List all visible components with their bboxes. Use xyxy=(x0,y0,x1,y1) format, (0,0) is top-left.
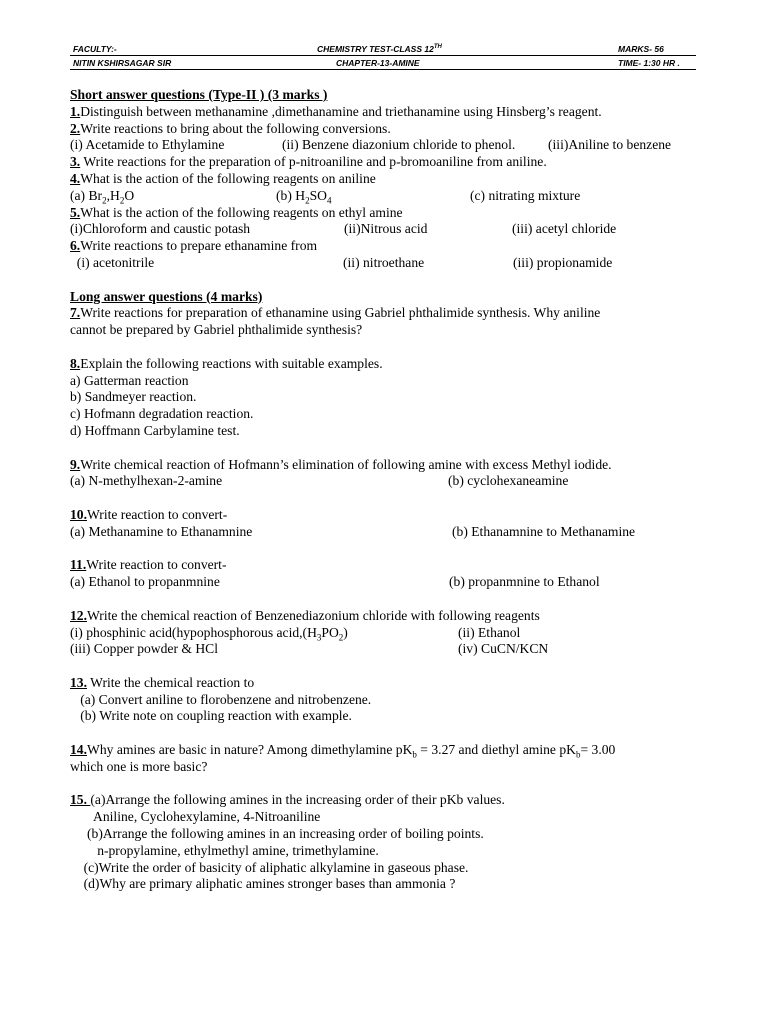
list-item: d) Hoffmann Carbylamine test. xyxy=(70,422,240,438)
option: (i) Acetamide to Ethylamine xyxy=(70,137,225,153)
test-title-text: CHEMISTRY TEST-CLASS 12 xyxy=(317,44,434,54)
option-text: O xyxy=(124,187,135,203)
question-15-a-list: Aniline, Cyclohexylamine, 4-Nitroaniline xyxy=(70,809,321,825)
question-6 xyxy=(70,238,710,255)
faculty-label: FACULTY:- xyxy=(73,44,117,54)
question-text: = 3.27 and diethyl amine pK xyxy=(416,742,576,758)
question-number: 3. xyxy=(70,154,81,170)
question-4 xyxy=(70,171,710,188)
question-text: = 3.00 xyxy=(580,742,616,758)
marks: MARKS- 56 xyxy=(618,44,664,54)
list-item: a) Gatterman reaction xyxy=(70,372,189,388)
question-6-options xyxy=(70,255,710,272)
chapter: CHAPTER-13-AMINE xyxy=(336,58,420,68)
question-paper xyxy=(70,87,710,893)
question-text: What is the action of the following reagents on aniline xyxy=(80,170,376,186)
question-text: Write reactions for the preparation of p-nitroaniline and p-bromoaniline from aniline. xyxy=(80,154,547,170)
option-text: SO xyxy=(309,187,327,203)
header-row-2 xyxy=(70,58,696,70)
question-10 xyxy=(70,507,710,524)
question-2-options xyxy=(70,137,710,154)
question-number: 5. xyxy=(70,204,81,220)
question-5-options xyxy=(70,221,710,238)
question-3 xyxy=(70,154,710,171)
section-title-short: Short answer questions (Type-II ) (3 marks ) xyxy=(70,87,328,102)
option-b: (b) Ethanamnine to Methanamine xyxy=(452,523,636,539)
question-9 xyxy=(70,457,710,474)
question-7 xyxy=(70,305,710,322)
subscript: 3 xyxy=(316,632,322,643)
question-11 xyxy=(70,557,710,574)
subscript: 2 xyxy=(305,195,310,206)
option-c: (c) nitrating mixture xyxy=(470,187,581,203)
question-14-line-2: which one is more basic? xyxy=(70,758,208,774)
question-number: 9. xyxy=(70,456,81,472)
question-text: Write reactions for preparation of ethanamine using Gabriel phthalimide synthesis. Why aniline xyxy=(80,305,601,321)
question-4-options xyxy=(70,188,710,205)
option-text: (b) H xyxy=(276,187,306,203)
question-13-a: (a) Convert aniline to florobenzene and nitrobenzene. xyxy=(70,691,372,707)
question-text: Explain the following reactions with suitable examples. xyxy=(80,355,383,371)
question-7-line-2: cannot be prepared by Gabriel phthalimide synthesis? xyxy=(70,322,363,338)
question-13-b: (b) Write note on coupling reaction with example. xyxy=(70,708,352,724)
option-a xyxy=(70,188,134,205)
time: TIME- 1:30 HR . xyxy=(618,58,680,68)
option-iii: (iii) Copper powder & HCl xyxy=(70,641,218,657)
option: (i) acetonitrile xyxy=(70,254,155,270)
question-11-options xyxy=(70,574,710,591)
option-text: ) xyxy=(343,624,348,640)
question-text: (a)Arrange the following amines in the increasing order of their pKb values. xyxy=(90,792,505,808)
option-a: (a) Ethanol to propanmnine xyxy=(70,574,220,590)
question-8 xyxy=(70,356,710,373)
option-i xyxy=(70,625,348,642)
question-13 xyxy=(70,675,710,692)
option: (iii) propionamide xyxy=(513,254,613,270)
test-title xyxy=(317,44,442,55)
header-row-1 xyxy=(70,44,696,56)
question-number: 6. xyxy=(70,238,81,254)
question-14 xyxy=(70,742,710,759)
question-15-b: (b)Arrange the following amines in an increasing order of boiling points. xyxy=(70,826,484,842)
question-number: 1. xyxy=(70,103,81,119)
subscript: 2 xyxy=(102,195,107,206)
question-number: 12. xyxy=(70,607,87,623)
question-text: Write chemical reaction of Hofmann’s elimination of following amine with excess Methyl iodide. xyxy=(80,456,612,472)
question-text: Why amines are basic in nature? Among dimethylamine pK xyxy=(87,742,413,758)
option-b xyxy=(276,188,331,205)
question-15 xyxy=(70,792,710,809)
option: (ii) Benzene diazonium chloride to phenol. xyxy=(282,137,516,153)
option-a: (a) N-methylhexan-2-amine xyxy=(70,473,223,489)
option: (i)Chloroform and caustic potash xyxy=(70,221,251,237)
question-number: 14. xyxy=(70,742,87,758)
list-item: c) Hofmann degradation reaction. xyxy=(70,406,254,422)
question-text: Write reaction to convert- xyxy=(87,506,228,522)
option-b: (b) cyclohexaneamine xyxy=(448,473,569,489)
option-ii: (ii) Ethanol xyxy=(458,624,521,640)
question-number: 4. xyxy=(70,170,81,186)
subscript: b xyxy=(412,749,417,760)
question-number: 2. xyxy=(70,120,81,136)
section-title-long: Long answer questions (4 marks) xyxy=(70,288,263,304)
option-iv: (iv) CuCN/KCN xyxy=(458,641,549,657)
subscript: 2 xyxy=(119,195,125,206)
question-9-options xyxy=(70,473,710,490)
question-number: 13. xyxy=(70,674,87,690)
question-12-options-row-2 xyxy=(70,641,710,658)
question-number: 10. xyxy=(70,506,87,522)
subscript: b xyxy=(575,749,581,760)
option: (ii) nitroethane xyxy=(343,254,425,270)
question-text: What is the action of the following reagents on ethyl amine xyxy=(80,204,403,220)
question-12 xyxy=(70,608,710,625)
question-text: Write the chemical reaction to xyxy=(87,674,255,690)
subscript: 4 xyxy=(326,195,332,206)
question-1 xyxy=(70,104,710,121)
question-number: 7. xyxy=(70,305,81,321)
question-15-c: (c)Write the order of basicity of aliphatic alkylamine in gaseous phase. xyxy=(70,859,469,875)
question-15-d: (d)Why are primary aliphatic amines stronger bases than ammonia ? xyxy=(70,876,456,892)
question-15-b-list: n-propylamine, ethylmethyl amine, trimethylamine. xyxy=(70,842,379,858)
option: (iii) acetyl chloride xyxy=(512,221,617,237)
option-text: (a) Br xyxy=(70,187,103,203)
question-text: Write reaction to convert- xyxy=(86,557,227,573)
question-5 xyxy=(70,205,710,222)
option-a: (a) Methanamine to Ethanamnine xyxy=(70,523,253,539)
question-number: 8. xyxy=(70,355,81,371)
option: (ii)Nitrous acid xyxy=(344,221,428,237)
question-text: Write reactions to bring about the following conversions. xyxy=(80,120,391,136)
option: (iii)Aniline to benzene xyxy=(548,137,672,153)
question-text: Write reactions to prepare ethanamine from xyxy=(80,238,318,254)
question-2 xyxy=(70,121,710,138)
option-b: (b) propanmnine to Ethanol xyxy=(449,574,600,590)
option-text: PO xyxy=(321,624,339,640)
option-text: ,H xyxy=(106,187,120,203)
faculty-name: NITIN KSHIRSAGAR SIR xyxy=(73,58,172,68)
question-number: 15. xyxy=(70,792,91,808)
option-text: (i) phosphinic acid(hypophosphorous acid,(H xyxy=(70,624,317,640)
question-text: Write the chemical reaction of Benzenediazonium chloride with following reagents xyxy=(87,607,540,623)
question-10-options xyxy=(70,524,710,541)
list-item: b) Sandmeyer reaction. xyxy=(70,389,197,405)
question-text: Distinguish between methanamine ,dimethanamine and triethanamine using Hinsberg’s reagent. xyxy=(80,103,602,119)
question-12-options-row-1 xyxy=(70,625,710,642)
question-number: 11. xyxy=(70,557,87,573)
test-title-superscript: TH xyxy=(433,44,442,51)
subscript: 2 xyxy=(338,632,344,643)
